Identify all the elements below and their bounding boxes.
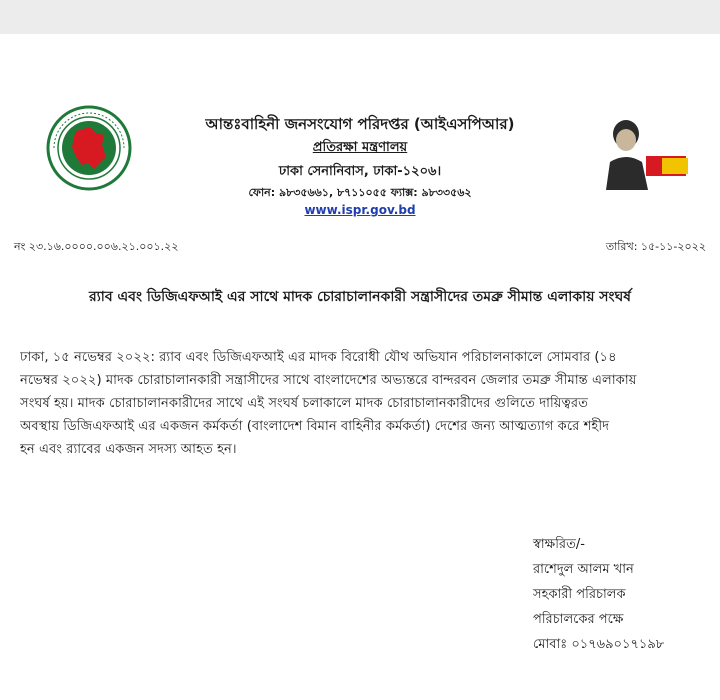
signature-block — [533, 532, 713, 657]
signatory-designation: সহকারী পরিচালক — [533, 587, 626, 602]
body-line: ঢাকা, ১৫ নভেম্বর ২০২২: র‍্যাব এবং ডিজিএফআই এর মাদক বিরোধী যৌথ অভিযান পরিচালনাকালে সোমবার (১৪ — [20, 350, 617, 365]
phone-fax: ফোন: ৯৮৩৫৬৬১, ৮৭১১০৫৫ ফ্যাক্স: ৯৮৩৩৫৬২ — [248, 186, 472, 199]
press-release-body — [20, 346, 710, 461]
address: ঢাকা সেনানিবাস, ঢাকা-১২০৬। — [278, 164, 442, 179]
body-line: হন এবং র‍্যাবের একজন সদস্য আহত হন। — [20, 442, 237, 457]
body-line: অবস্থায় ডিজিএফআই এর একজন কর্মকর্তা (বাংলাদেশ বিমান বাহিনীর কর্মকর্তা) দেশের জন্য আত্মত্যাগ করে শহীদ — [20, 419, 610, 434]
organization-name: আন্তঃবাহিনী জনসংযোগ পরিদপ্তর (আইএসপিআর) — [205, 115, 515, 133]
website-link[interactable]: www.ispr.gov.bd — [304, 203, 416, 217]
mujib-100-logo-icon — [596, 112, 694, 190]
government-seal-icon — [46, 105, 132, 191]
body-line: নভেম্বর ২০২২) মাদক চোরাচালানকারী সন্ত্রাসীদের সাথে বাংলাদেশের অভ্যন্তরে বান্দরবন জেলার তমব্রু সীমান্ত এলাকায় — [20, 373, 637, 388]
document-date: তারিখ: ১৫-১১-২০২২ — [605, 240, 706, 253]
reference-number: নং ২৩.১৬.০০০০.০০৬.২১.০০১.২২ — [14, 240, 179, 253]
body-line: সংঘর্ষ হয়। মাদক চোরাচালানকারীদের সাথে এই সংঘর্ষ চলাকালে মাদক চোরাচালানকারীদের গুলিতে দায়িত্বরত — [20, 396, 589, 411]
signatory-name: রাশেদুল আলম খান — [533, 562, 634, 577]
on-behalf-of: পরিচালকের পক্ষে — [533, 612, 624, 627]
ministry-name: প্রতিরক্ষা মন্ত্রণালয় — [312, 140, 408, 155]
top-bar — [0, 0, 720, 34]
press-release-title: র‍্যাব এবং ডিজিএফআই এর সাথে মাদক চোরাচালানকারী সন্ত্রাসীদের তমব্রু সীমান্ত এলাকায় সংঘর্ষ — [89, 289, 631, 305]
mobile-number: মোবাঃ ০১৭৬৯০১৭১৯৮ — [533, 637, 665, 652]
signed-mark: স্বাক্ষরিত/- — [533, 537, 585, 552]
